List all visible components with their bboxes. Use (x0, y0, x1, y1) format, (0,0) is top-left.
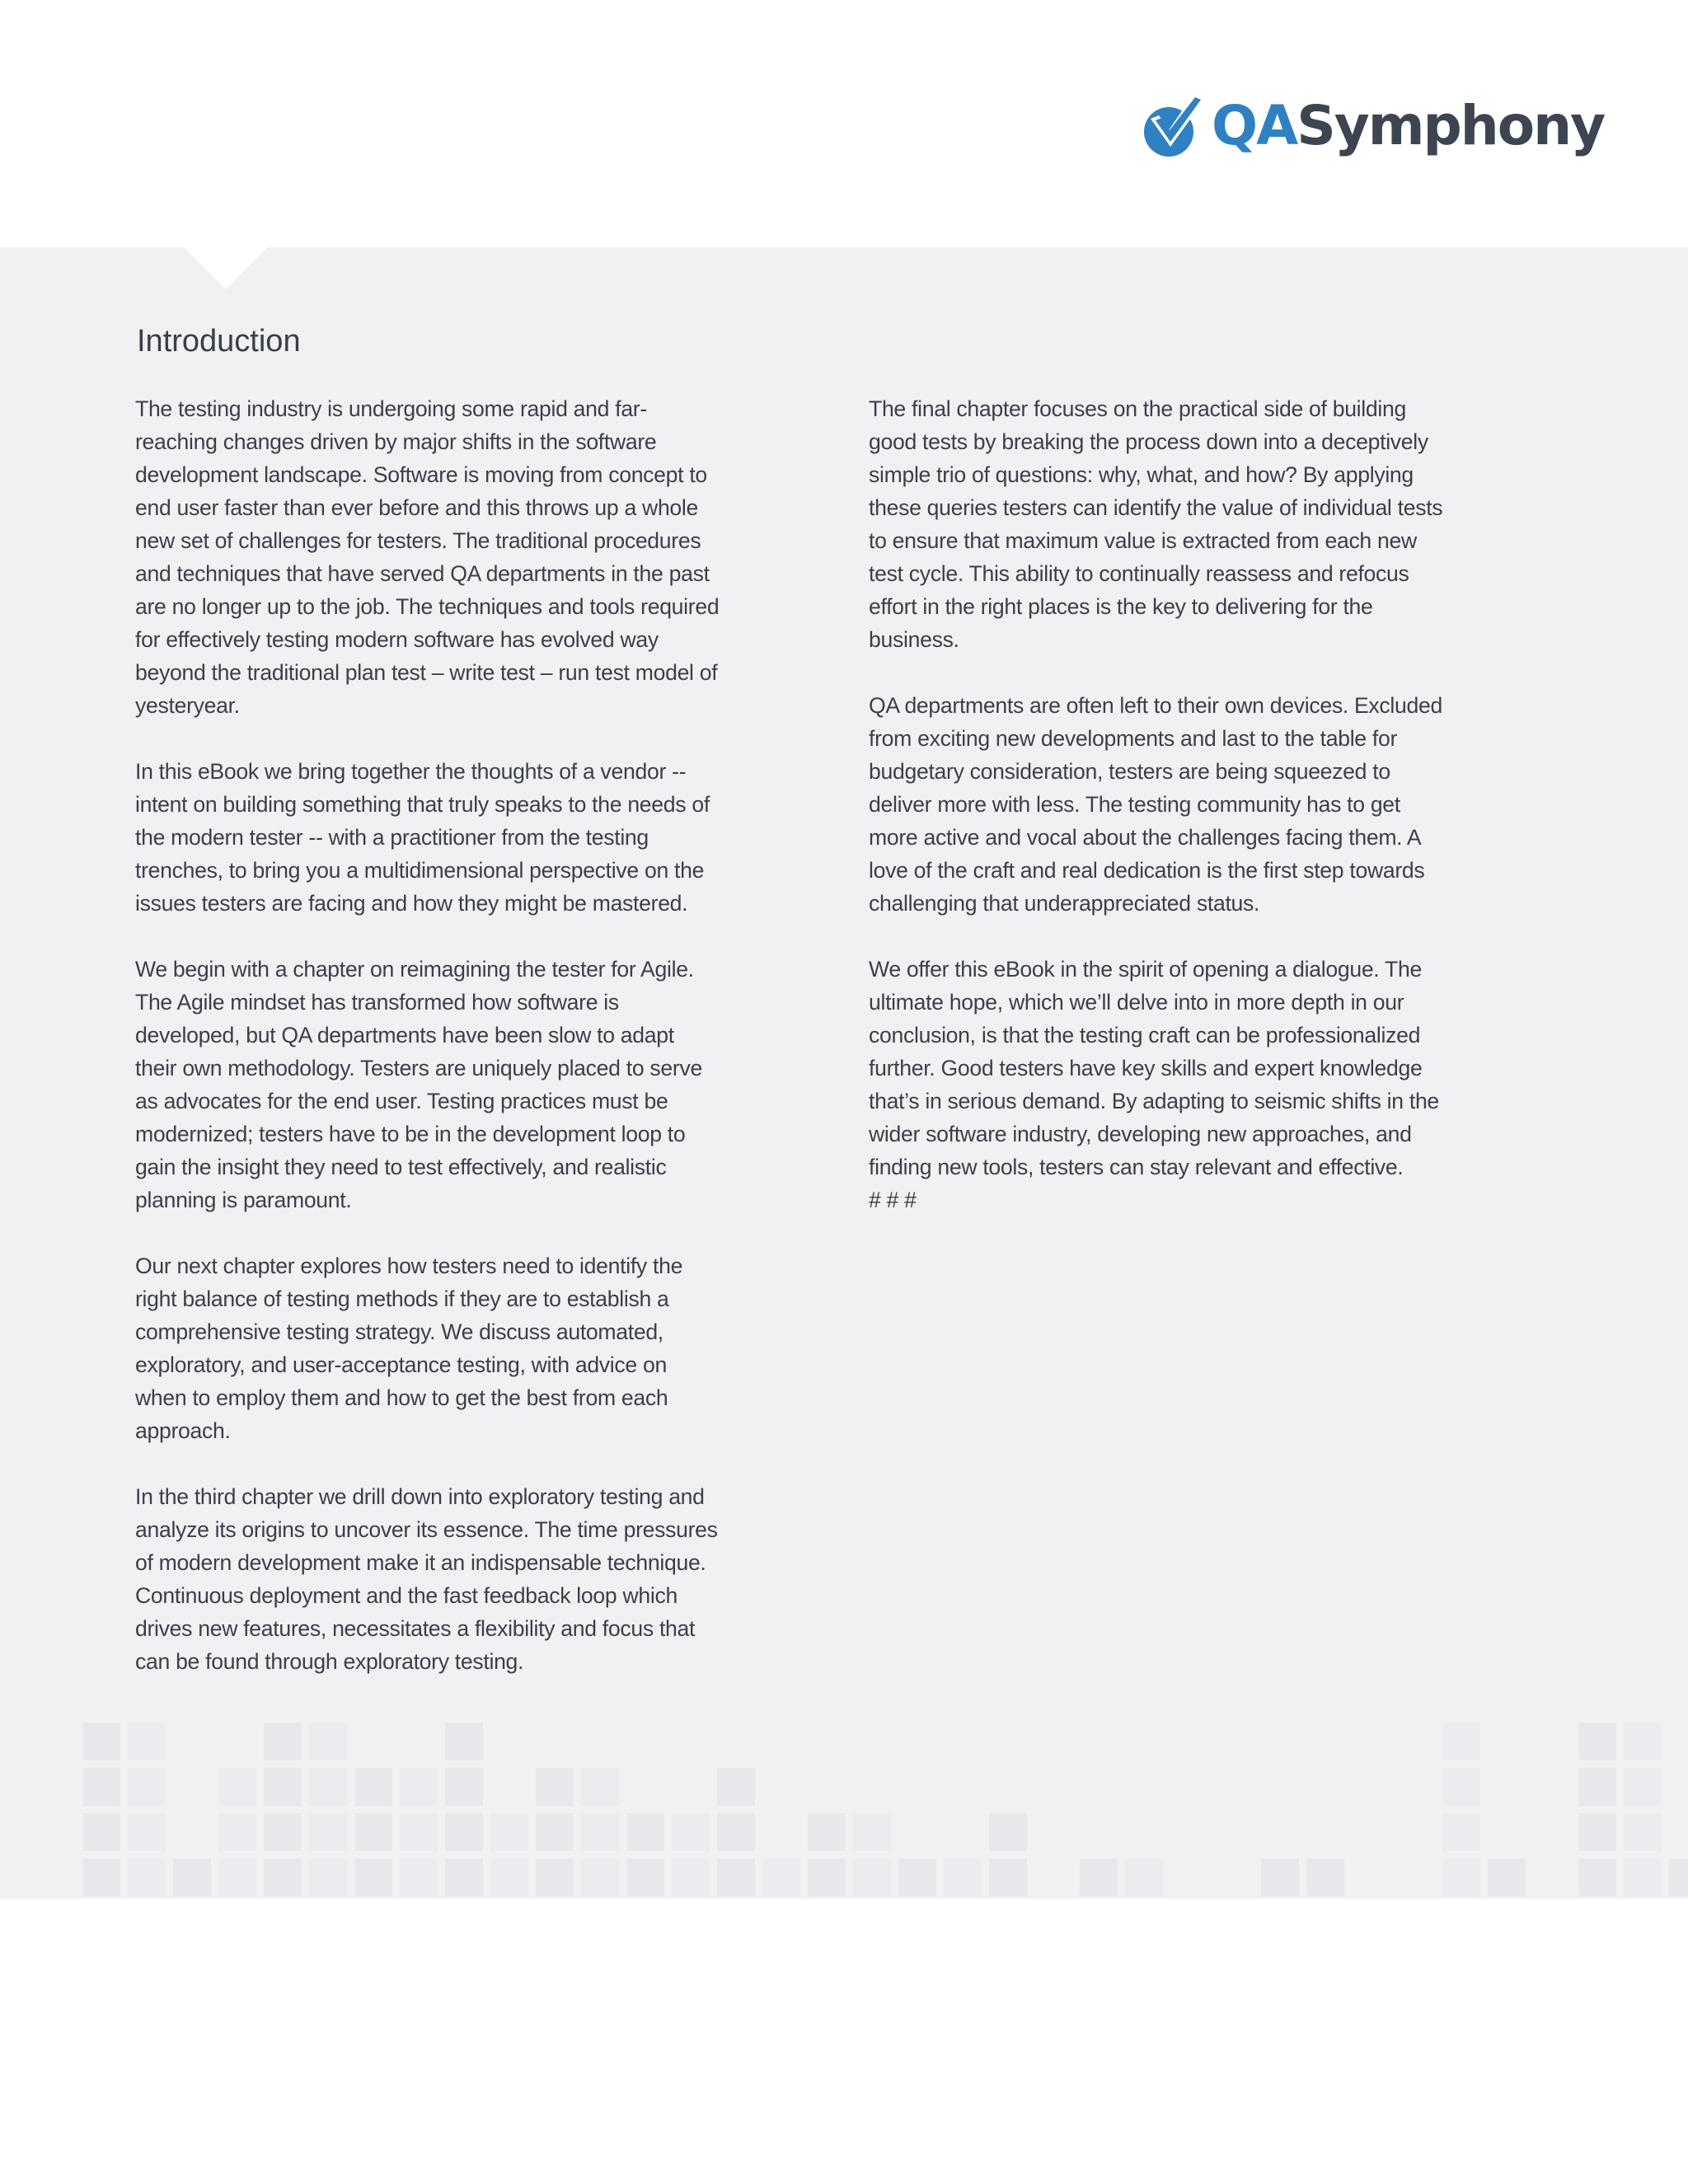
decorative-tile (762, 1858, 800, 1896)
body-paragraph: QA departments are often left to their own devices. Excluded from exciting new developments and last to the table for budgetary consideration, testers are being squeezed to deliver more with less. The testing community has to get more active and vocal about the challenges facing them. A love of the craft and real dedication is the first step towards challenging that underappreciated status. (869, 693, 1442, 916)
decorative-tile (128, 1858, 166, 1896)
decorative-tile (717, 1768, 755, 1806)
left-column (135, 392, 720, 1678)
decorative-tile (445, 1858, 483, 1896)
decorative-tile (128, 1813, 166, 1851)
decorative-tile (944, 1858, 982, 1896)
decorative-tile (264, 1722, 302, 1760)
decorative-tile (536, 1768, 574, 1806)
decorative-tile (309, 1768, 347, 1806)
decorative-tile (128, 1768, 166, 1806)
logo-text-qa: QA (1212, 94, 1297, 157)
decorative-tile (309, 1813, 347, 1851)
body-paragraph: The final chapter focuses on the practical side of building good tests by breaking the process down into a deceptively simple trio of questions: why, what, and how? By applying these queries testers can identify the value of individual tests to ensure that maximum value is extracted from each new test cycle. This ability to continually reassess and refocus effort in the right places is the key to delivering for the business. (869, 396, 1443, 652)
decorative-tile (1442, 1768, 1480, 1806)
decorative-tile (853, 1858, 891, 1896)
decorative-tile (400, 1858, 438, 1896)
decorative-tile (82, 1768, 120, 1806)
decorative-tile (264, 1768, 302, 1806)
decorative-tile (808, 1858, 846, 1896)
section-title: Introduction (137, 324, 301, 359)
decorative-tile (490, 1813, 528, 1851)
decorative-tile (309, 1858, 347, 1896)
decorative-tile (1624, 1722, 1662, 1760)
decorative-tile (1624, 1858, 1662, 1896)
decorative-tile (1306, 1858, 1344, 1896)
decorative-tile (82, 1813, 120, 1851)
decorative-tile (1578, 1722, 1616, 1760)
decorative-tile (354, 1813, 392, 1851)
decorative-tile (808, 1813, 846, 1851)
end-mark: # # # (869, 1188, 917, 1212)
decorative-tile (309, 1722, 347, 1760)
decorative-tile (717, 1813, 755, 1851)
decorative-tile (1578, 1858, 1616, 1896)
decorative-tile (218, 1768, 256, 1806)
decorative-tile (173, 1858, 211, 1896)
decorative-tile (445, 1722, 483, 1760)
logo-wordmark (1212, 94, 1605, 157)
decorative-tile (1578, 1768, 1616, 1806)
decorative-tile (581, 1768, 619, 1806)
decorative-tile (490, 1858, 528, 1896)
decorative-tile (581, 1813, 619, 1851)
decorative-tile (989, 1858, 1027, 1896)
decorative-tile (354, 1858, 392, 1896)
decorative-tile (626, 1813, 664, 1851)
decorative-tile (82, 1722, 120, 1760)
body-paragraph: We offer this eBook in the spirit of opening a dialogue. The ultimate hope, which we’ll delve into in more depth in our conclusion, is that the testing craft can be professionalized further. Good testers have key skills and expert knowledge that’s in serious demand. By adapting to seismic shifts in the wider software industry, developing new approaches, and finding new tools, testers can stay relevant and effective. (869, 957, 1439, 1179)
decorative-tile (1080, 1858, 1118, 1896)
decorative-tile (536, 1858, 574, 1896)
decorative-tile (1578, 1813, 1616, 1851)
right-column (869, 392, 1454, 1216)
decorative-tile (400, 1813, 438, 1851)
decorative-tile (218, 1813, 256, 1851)
body-paragraph: In the third chapter we drill down into exploratory testing and analyze its origins to uncover its essence. The time pressures of modern development make it an indispensable technique. Continuous deployment and the fast feedback loop which drives new features, necessitates a flexibility and focus that can be found through exploratory testing. (135, 1484, 718, 1674)
decorative-tile (128, 1722, 166, 1760)
decorative-tile (1261, 1858, 1299, 1896)
decorative-tile (626, 1858, 664, 1896)
decorative-tile (581, 1858, 619, 1896)
decorative-tile (1488, 1858, 1526, 1896)
decorative-tile (1624, 1813, 1662, 1851)
decorative-tile (1669, 1858, 1688, 1896)
decorative-tile (536, 1813, 574, 1851)
decorative-tile (1624, 1768, 1662, 1806)
decorative-tile (717, 1858, 755, 1896)
panel-notch (183, 246, 269, 289)
decorative-tile (1442, 1813, 1480, 1851)
decorative-tile (82, 1858, 120, 1896)
decorative-tile (672, 1858, 710, 1896)
decorative-tile (898, 1858, 936, 1896)
body-paragraph: Our next chapter explores how testers need to identify the right balance of testing methods if they are to establish a comprehensive testing strategy. We discuss automated, exploratory, and user-acceptance testing, with advice on when to employ them and how to get the best from each approach. (135, 1254, 683, 1443)
decorative-tile (264, 1813, 302, 1851)
decorative-tile (1442, 1858, 1480, 1896)
decorative-tile-pattern (0, 1722, 1688, 1899)
check-circle-icon (1139, 89, 1207, 163)
decorative-tile (445, 1813, 483, 1851)
decorative-tile (1442, 1722, 1480, 1760)
body-paragraph: The testing industry is undergoing some rapid and far-reaching changes driven by major shifts in the software development landscape. Software is moving from concept to end user faster than ever before and this throws up a whole new set of challenges for testers. The traditional procedures and techniques that have served QA departments in the past are no longer up to the job. The techniques and tools required for effectively testing modern software has evolved way beyond the traditional plan test – write test – run test model of yesteryear. (135, 396, 720, 718)
decorative-tile (672, 1813, 710, 1851)
logo-text-symphony: Symphony (1296, 94, 1605, 157)
decorative-tile (354, 1768, 392, 1806)
decorative-tile (1125, 1858, 1163, 1896)
decorative-tile (264, 1858, 302, 1896)
body-paragraph: We begin with a chapter on reimagining the tester for Agile. The Agile mindset has transformed how software is developed, but QA departments have been slow to adapt their own methodology. Testers are uniquely placed to serve as advocates for the end user. Testing practices must be modernized; testers have to be in the development loop to gain the insight they need to test effectively, and realistic planning is paramount. (135, 957, 702, 1212)
body-paragraph: In this eBook we bring together the thoughts of a vendor -- intent on building something that truly speaks to the needs of the modern tester -- with a practitioner from the testing trenches, to bring you a multidimensional perspective on the issues testers are facing and how they might be mastered. (135, 759, 710, 916)
decorative-tile (853, 1813, 891, 1851)
decorative-tile (989, 1813, 1027, 1851)
qasymphony-logo (1139, 89, 1604, 163)
decorative-tile (445, 1768, 483, 1806)
decorative-tile (400, 1768, 438, 1806)
decorative-tile (218, 1858, 256, 1896)
